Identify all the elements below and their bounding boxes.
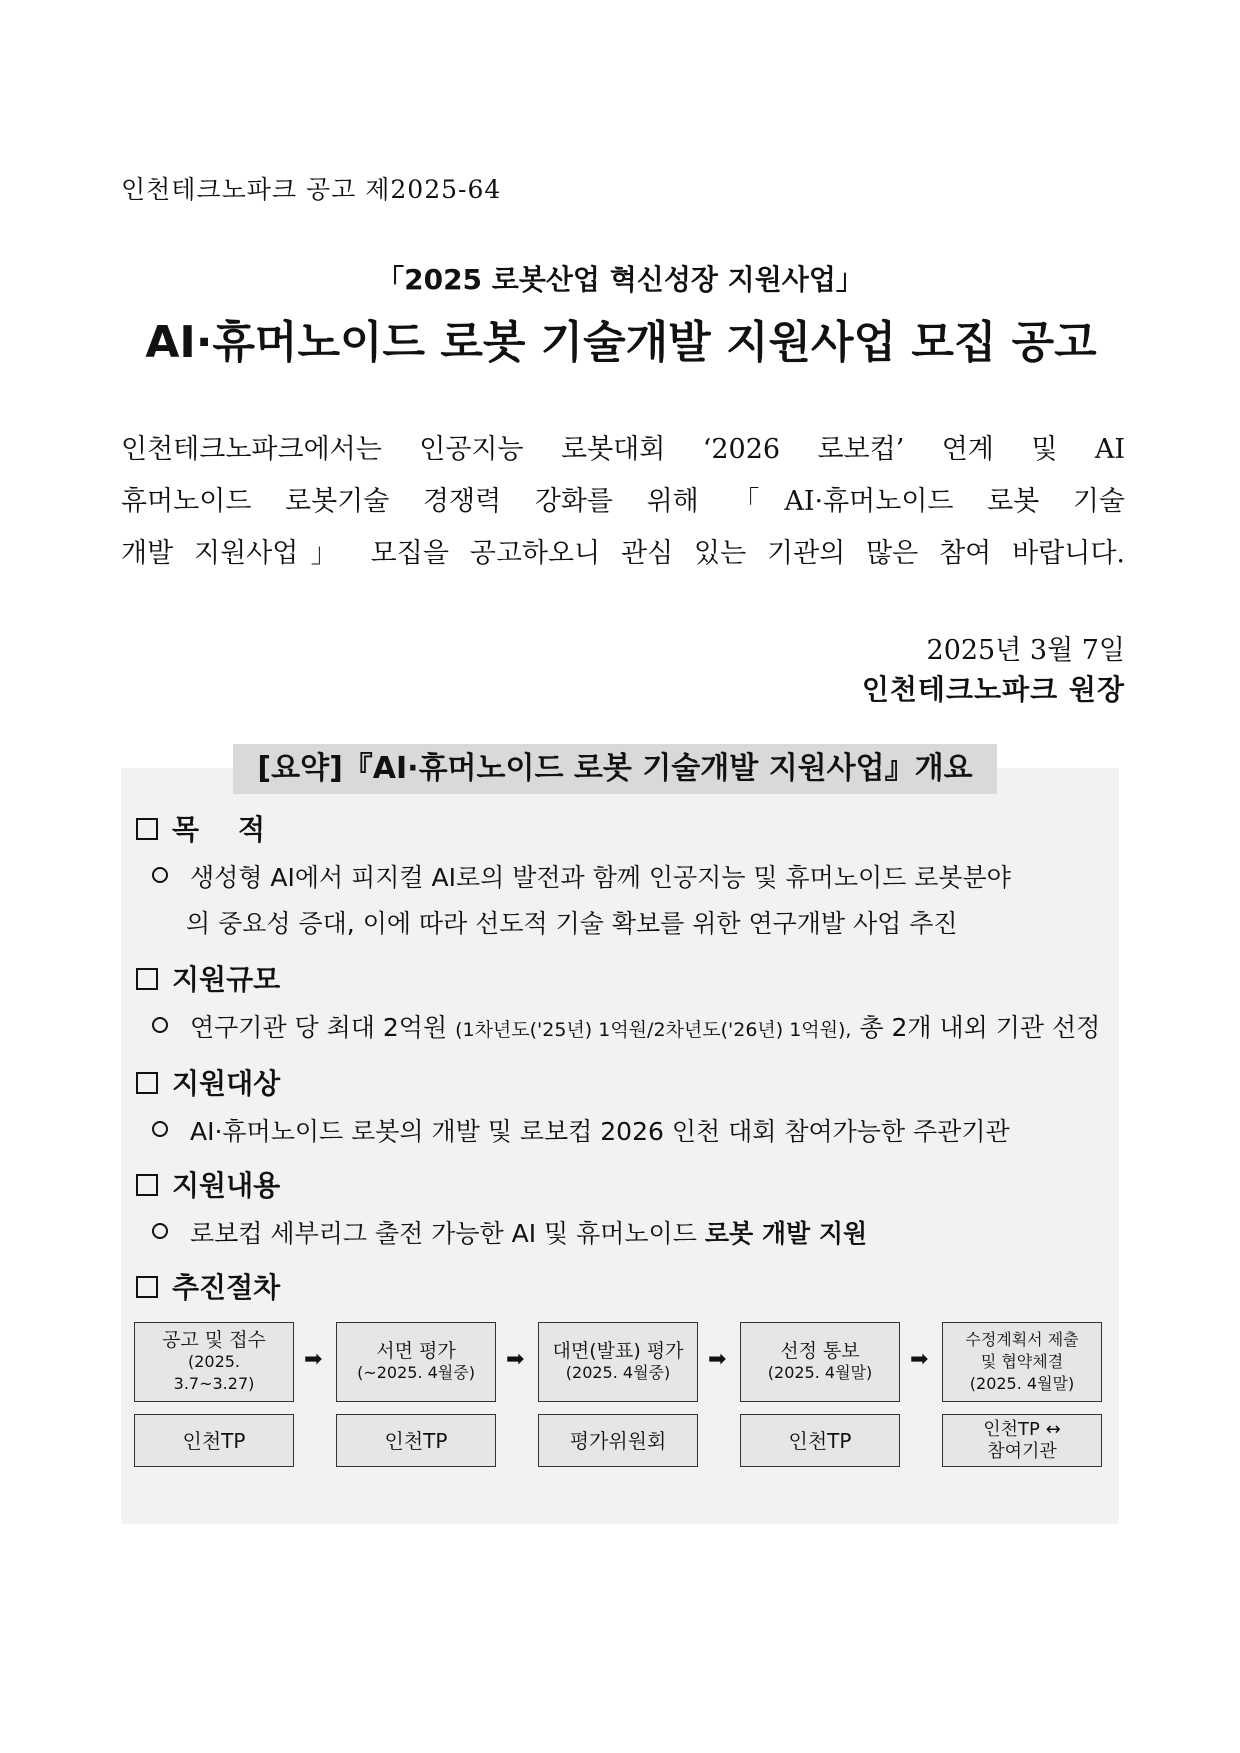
checkbox-square-icon: [136, 968, 158, 990]
purpose-bullet: [152, 858, 1011, 894]
intro-line: 개발 지원사업」 모집을 공고하오니 관심 있는 기관의 많은 참여 바랍니다.: [121, 538, 1125, 569]
circle-bullet-icon: [152, 1223, 168, 1239]
flow-step-document-review: [336, 1322, 496, 1402]
intro-paragraph: [121, 424, 1125, 580]
flow-step-label: 수정계획서 제출: [965, 1330, 1079, 1349]
flow-step-date: 3.7~3.27): [173, 1374, 255, 1393]
intro-line: 휴머노이드 로봇기술 경쟁력 강화를 위해 「AI·휴머노이드 로봇 기술: [121, 486, 1125, 517]
flow-step-announcement: [134, 1322, 294, 1402]
flow-step-date: (~2025. 4월중): [357, 1363, 475, 1382]
bullet-text-bold: 로봇 개발 지원: [704, 1219, 868, 1248]
bullet-text-small: (1차년도('25년) 1억원/2차년도('26년) 1억원),: [455, 1019, 852, 1041]
notice-number: 인천테크노파크 공고 제2025-64: [121, 175, 502, 204]
flow-org-box: [336, 1414, 496, 1467]
subtitle: 「2025 로봇산업 혁신성장 지원사업」: [376, 263, 864, 296]
checkbox-square-icon: [136, 1174, 158, 1196]
flow-step-selection-notice: [740, 1322, 900, 1402]
section-content-heading: [136, 1164, 280, 1204]
section-target-heading: [136, 1062, 280, 1102]
section-scale-heading: [136, 958, 280, 998]
flow-org-label: 인천TP: [788, 1428, 852, 1453]
section-heading-text: 추진절차: [172, 1271, 281, 1304]
section-heading-text: 지원규모: [172, 963, 281, 996]
section-heading-text: 지원내용: [172, 1169, 281, 1202]
bullet-text: AI·휴머노이드 로봇의 개발 및 로보컵 2026 인천 대회 참여가능한 주관기관: [190, 1117, 1010, 1146]
flow-org-label: 인천TP ↔: [983, 1418, 1061, 1440]
bullet-text: 로보컵 세부리그 출전 가능한 AI 및 휴머노이드: [190, 1219, 705, 1248]
flow-org-box: [538, 1414, 698, 1467]
circle-bullet-icon: [152, 1121, 168, 1137]
page-title: AI·휴머노이드 로봇 기술개발 지원사업 모집 공고: [145, 317, 1097, 368]
flow-org-label: 참여기관: [987, 1440, 1057, 1462]
flow-org-box: [740, 1414, 900, 1467]
flow-step-label: 서면 평가: [376, 1340, 456, 1362]
bullet-text: 생성형 AI에서 피지컬 AI로의 발전과 함께 인공지능 및 휴머노이드 로봇분야: [190, 863, 1011, 892]
flow-step-date: (2025.: [187, 1352, 241, 1371]
checkbox-square-icon: [136, 818, 158, 840]
checkbox-square-icon: [136, 1276, 158, 1298]
issuing-organization: 인천테크노파크 원장: [861, 673, 1125, 706]
flow-step-date: (2025. 4월말): [969, 1374, 1075, 1393]
flow-step-label: 공고 및 접수: [162, 1329, 266, 1351]
flow-step-date: (2025. 4월말): [767, 1363, 873, 1382]
section-purpose-heading: [136, 808, 265, 848]
flow-org-box: [942, 1414, 1102, 1467]
circle-bullet-icon: [152, 867, 168, 883]
summary-title: [요약]『AI·휴머노이드 로봇 기술개발 지원사업』개요: [233, 744, 997, 794]
flow-step-presentation-review: [538, 1322, 698, 1402]
scale-bullet: [152, 1008, 1100, 1044]
checkbox-square-icon: [136, 1072, 158, 1094]
flow-org-label: 평가위원회: [569, 1428, 667, 1453]
flow-org-label: 인천TP: [182, 1428, 246, 1453]
purpose-continuation: 의 중요성 증대, 이에 따라 선도적 기술 확보를 위한 연구개발 사업 추진: [186, 909, 958, 938]
section-heading-text: 목 적: [172, 813, 266, 846]
flow-step-label: 선정 통보: [780, 1340, 860, 1362]
flow-org-box: [134, 1414, 294, 1467]
right-arrow-icon: ➡: [708, 1347, 727, 1372]
intro-line: 인천테크노파크에서는 인공지능 로봇대회 ‘2026 로보컵’ 연계 및 AI: [121, 434, 1125, 465]
right-arrow-icon: ➡: [304, 1347, 323, 1372]
content-bullet: [152, 1214, 867, 1250]
right-arrow-icon: ➡: [910, 1347, 929, 1372]
target-bullet: [152, 1112, 1010, 1148]
announcement-date: 2025년 3월 7일: [926, 635, 1125, 666]
section-heading-text: 지원대상: [172, 1067, 281, 1100]
section-procedure-heading: [136, 1266, 280, 1306]
flow-step-label: 및 협약체결: [980, 1352, 1064, 1371]
flow-org-label: 인천TP: [384, 1428, 448, 1453]
right-arrow-icon: ➡: [506, 1347, 525, 1372]
circle-bullet-icon: [152, 1017, 168, 1033]
flow-step-label: 대면(발표) 평가: [552, 1340, 684, 1362]
flow-step-date: (2025. 4월중): [565, 1363, 671, 1382]
flow-step-agreement: [942, 1322, 1102, 1402]
bullet-text: 총 2개 내외 기관 선정: [859, 1013, 1101, 1042]
bullet-text: 연구기관 당 최대 2억원: [190, 1013, 448, 1042]
